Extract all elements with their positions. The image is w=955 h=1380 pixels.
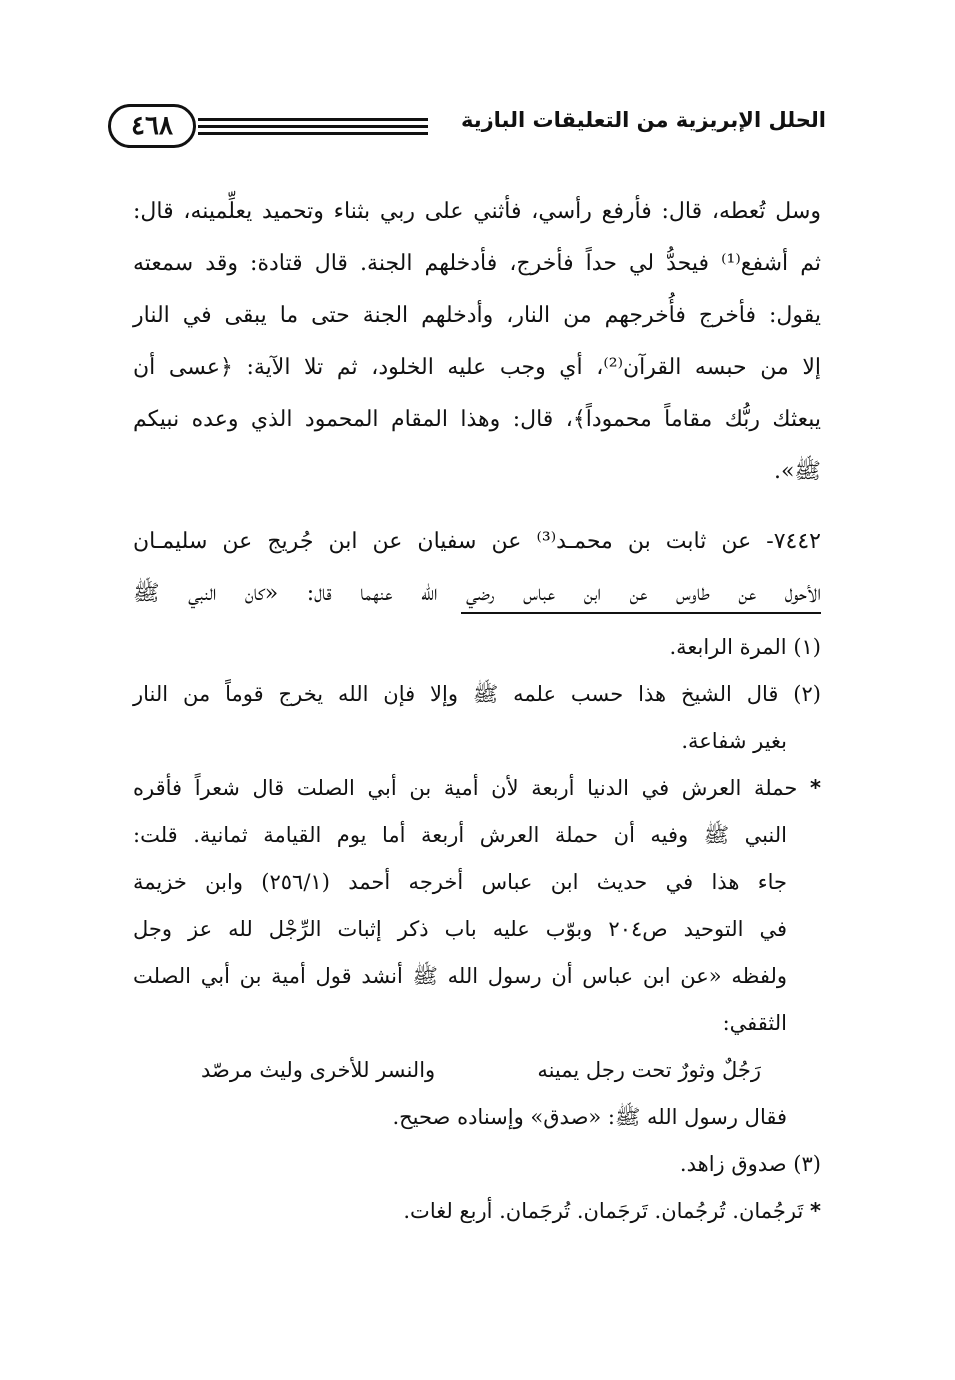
footnote-1: (١) المرة الرابعة. <box>669 635 821 659</box>
header-rule <box>198 132 428 135</box>
running-title: الحلل الإبريزية من التعليقات البازية <box>460 108 826 132</box>
text-line: ﷺ». <box>773 459 821 484</box>
main-text <box>133 186 821 620</box>
star-note-line: فقال رسول الله ﷺ: «صدق» وإسناده صحيح. <box>392 1105 787 1129</box>
page-number: ٤٦٨ <box>108 104 196 148</box>
star-note-line: * حملة العرش في الدنيا أربعة لأن أمية بن أبي الصلت قال شعراً فأقره <box>133 776 821 800</box>
hadith-line: الأحول عن طاوس عن ابن عباس رضي الله عنهما قال: «كان النبي ﷺ <box>133 581 821 606</box>
footnotes <box>133 624 821 1235</box>
verse-second-hemistich: والنسر للأخرى وليث مرصّد <box>201 1058 436 1082</box>
footnote-2: (٢) قال الشيخ هذا حسب علمه ﷺ وإلا فإن الله يخرج قوماً من النار <box>133 682 821 706</box>
text-line: يبعثك ربُّك مقاماً محموداً﴾، قال: وهذا المقام المحمود الذي وعده نبيكم <box>133 407 821 432</box>
text-line: يقول: فأخرج فأُخرجهم من النار، وأدخلهم الجنة حتى ما يبقى في النار <box>133 303 821 328</box>
header-rule <box>198 118 428 121</box>
footnote-3: (٣) صدوق زاهد. <box>679 1152 821 1176</box>
star-note-line: جاء هذا في حديث ابن عباس أخرجه أحمد (٢٥٦/١) وابن خزيمة <box>133 870 787 894</box>
text-line: ثم أشفع⁽¹⁾ فيحدُّ لي حداً فأخرج، فأدخلهم الجنة. قال قتادة: وقد سمعته <box>133 251 822 276</box>
star-marker: * <box>810 1199 821 1223</box>
text-line: وسل تُعطه، قال: فأرفع رأسي، فأثني على ربي بثناء وتحميد يعلِّمينه، قال: <box>133 199 821 224</box>
text-line: إلا من حبسه القرآن⁽²⁾، أي وجب عليه الخلود، ثم تلا الآية: ﴿عسى أن <box>133 355 821 380</box>
star-note-line: الثقفي: <box>722 1011 787 1035</box>
star-note-line: ولفظه «عن ابن عباس أن رسول الله ﷺ أنشد قول أمية بن أبي الصلت <box>133 964 787 988</box>
star-marker: * <box>810 776 821 800</box>
header-rule <box>198 125 428 128</box>
footnote-2-cont: بغير شفاعة. <box>681 729 787 753</box>
verse-first-hemistich: رَجُلٌ وثورٌ تحت رجل يمينه <box>537 1058 761 1082</box>
poem-verse <box>201 1047 761 1094</box>
star-note-2: * تَرجُمان. تُرجُمان. تَرجَمان. تُرجَمان. أربع لغات. <box>403 1199 821 1223</box>
page-header <box>108 98 828 162</box>
footnote-separator <box>461 612 821 614</box>
hadith-line: ٧٤٤٢- عن ثابت بن محمـد⁽³⁾ عن سفيان عن ابن جُريج عن سليمـان <box>133 529 821 554</box>
star-note-line: في التوحيد ص٢٠٤ وبوّب عليه باب ذكر إثبات الرِّجْل لله عز وجل <box>133 917 787 941</box>
star-note-line: النبي ﷺ وفيه أن حملة العرش أربعة أما يوم القيامة ثمانية. قلت: <box>133 823 787 847</box>
